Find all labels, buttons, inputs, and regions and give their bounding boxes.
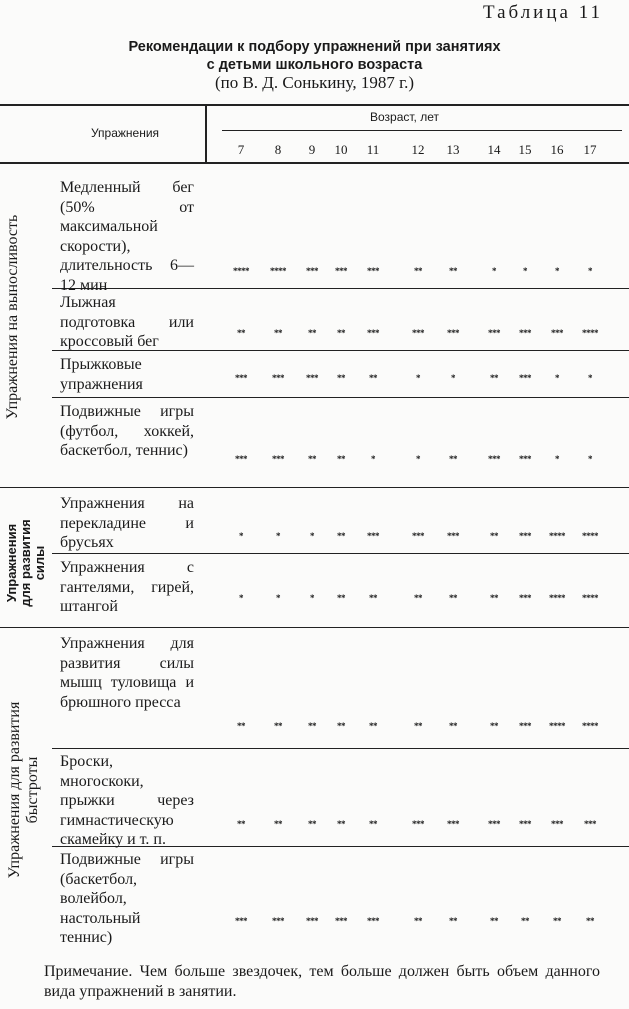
star-rating-cell: ****	[549, 721, 565, 731]
star-rating-cell: ****	[233, 266, 249, 276]
star-rating-cell: ***	[335, 916, 347, 926]
star-rating-cell: **	[337, 328, 345, 338]
star-rating-cell: **	[274, 819, 282, 829]
header-bottom-rule	[0, 162, 629, 164]
row-separator	[52, 553, 629, 554]
star-rating-cell: **	[237, 328, 245, 338]
star-rating-cell: ***	[272, 916, 284, 926]
star-rating-cell: **	[369, 593, 377, 603]
exercise-name: Подвижные игры (баскетбол, волейбол, настольный теннис)	[60, 851, 194, 946]
exercise-name: Подвижные игры (футбол, хоккей, баскетбол, теннис)	[60, 403, 194, 459]
age-column-header: Возраст, лет	[370, 110, 439, 124]
age-label: 16	[550, 142, 564, 157]
star-rating-cell: **	[337, 373, 345, 383]
age-label: 17	[583, 142, 597, 157]
star-rating-cell: **	[369, 819, 377, 829]
star-rating-cell: **	[308, 454, 316, 464]
star-rating-cell: ***	[519, 593, 531, 603]
star-rating-cell: **	[337, 531, 345, 541]
group-label-speed	[6, 635, 42, 945]
star-rating-cell: **	[414, 266, 422, 276]
exercise-name: Медленный бег (50% от максимальной скорости), длительность 6—12 мин	[60, 179, 194, 294]
star-rating-cell: ***	[519, 328, 531, 338]
star-rating-cell: ****	[549, 531, 565, 541]
star-rating-cell: ****	[549, 593, 565, 603]
age-label: 14	[487, 142, 501, 157]
age-label: 12	[411, 142, 425, 157]
star-rating-cell: ***	[306, 373, 318, 383]
star-rating-cell: *	[239, 593, 243, 603]
age-label: 9	[308, 142, 316, 157]
star-rating-cell: **	[490, 721, 498, 731]
star-rating-cell: **	[308, 819, 316, 829]
star-rating-cell: **	[414, 721, 422, 731]
star-rating-cell: ***	[235, 373, 247, 383]
star-rating-cell: **	[490, 531, 498, 541]
group-label-line: Упражнения	[4, 523, 19, 603]
star-rating-cell: **	[308, 721, 316, 731]
star-rating-cell: ***	[519, 721, 531, 731]
star-rating-cell: ***	[235, 454, 247, 464]
star-rating-cell: *	[492, 266, 496, 276]
exercise-name: Прыжковые упражнения	[60, 356, 143, 393]
star-rating-cell: *	[555, 266, 559, 276]
age-label: 15	[518, 142, 532, 157]
star-rating-cell: ****	[582, 531, 598, 541]
group-separator	[0, 627, 629, 628]
star-rating-cell: ***	[519, 454, 531, 464]
star-rating-cell: *	[239, 531, 243, 541]
group-separator	[0, 487, 629, 488]
star-rating-cell: ***	[447, 819, 459, 829]
age-label: 13	[446, 142, 460, 157]
star-rating-cell: **	[553, 916, 561, 926]
star-rating-cell: **	[274, 721, 282, 731]
star-rating-cell: ***	[272, 373, 284, 383]
exercise-name: Лыжная подготовка или кроссовый бег	[60, 294, 194, 350]
star-rating-cell: *	[416, 454, 420, 464]
exercise-name: Упражнения для развития силы мышц туловища и брюшного пресса	[60, 635, 194, 711]
exercise-name: Упражнения с гантелями, гирей, штангой	[60, 559, 194, 615]
star-rating-cell: **	[369, 721, 377, 731]
exercises-column-header: Упражнения	[90, 126, 160, 140]
star-rating-cell: **	[521, 916, 529, 926]
star-rating-cell: **	[237, 721, 245, 731]
star-rating-cell: ***	[447, 328, 459, 338]
group-label-endurance: Упражнения на выносливость	[4, 214, 21, 420]
star-rating-cell: **	[414, 916, 422, 926]
star-rating-cell: ****	[582, 721, 598, 731]
star-rating-cell: *	[416, 373, 420, 383]
age-label: 11	[366, 142, 380, 157]
star-rating-cell: **	[369, 373, 377, 383]
star-rating-cell: ***	[272, 454, 284, 464]
star-rating-cell: ***	[235, 916, 247, 926]
star-rating-cell: ***	[447, 531, 459, 541]
star-rating-cell: ***	[367, 916, 379, 926]
table-number: Таблица 11	[482, 2, 603, 23]
star-rating-cell: ***	[306, 266, 318, 276]
star-rating-cell: ***	[519, 373, 531, 383]
group-label-strength	[5, 508, 47, 618]
star-rating-cell: **	[449, 916, 457, 926]
star-rating-cell: ***	[335, 266, 347, 276]
star-rating-cell: ***	[367, 531, 379, 541]
star-rating-cell: **	[490, 373, 498, 383]
star-rating-cell: **	[337, 454, 345, 464]
header-divider	[205, 104, 207, 162]
star-rating-cell: **	[490, 916, 498, 926]
table-title-line-2: с детьми школьного возраста	[206, 57, 423, 73]
star-rating-cell: **	[586, 916, 594, 926]
star-rating-cell: **	[337, 721, 345, 731]
star-rating-cell: ***	[306, 916, 318, 926]
star-rating-cell: ***	[412, 819, 424, 829]
star-rating-cell: ***	[519, 531, 531, 541]
star-rating-cell: **	[449, 721, 457, 731]
star-rating-cell: ***	[412, 531, 424, 541]
age-header-rule	[222, 130, 622, 131]
age-label: 10	[334, 142, 348, 157]
star-rating-cell: ***	[488, 454, 500, 464]
star-rating-cell: *	[310, 531, 314, 541]
star-rating-cell: ****	[582, 328, 598, 338]
group-label-line: силы	[32, 545, 47, 581]
group-label-line: Упражнения для развития	[6, 701, 23, 879]
star-rating-cell: *	[588, 373, 592, 383]
group-label-line: для развития	[18, 519, 33, 607]
star-rating-cell: **	[449, 266, 457, 276]
star-rating-cell: ***	[488, 819, 500, 829]
star-rating-cell: *	[276, 531, 280, 541]
row-separator	[52, 397, 629, 398]
row-separator	[52, 748, 629, 749]
star-rating-cell: ****	[582, 593, 598, 603]
star-rating-cell: *	[523, 266, 527, 276]
star-rating-cell: ***	[584, 819, 596, 829]
star-rating-cell: **	[490, 593, 498, 603]
star-rating-cell: **	[308, 328, 316, 338]
star-rating-cell: ***	[551, 328, 563, 338]
star-rating-cell: *	[310, 593, 314, 603]
star-rating-cell: **	[274, 328, 282, 338]
star-rating-cell: *	[276, 593, 280, 603]
star-rating-cell: *	[588, 266, 592, 276]
star-rating-cell: ***	[367, 266, 379, 276]
star-rating-cell: **	[237, 819, 245, 829]
table-title-line-3: (по В. Д. Сонькину, 1987 г.)	[214, 73, 415, 92]
star-rating-cell: ***	[519, 819, 531, 829]
star-rating-cell: **	[337, 819, 345, 829]
age-label: 7	[237, 142, 245, 157]
age-label: 8	[274, 142, 282, 157]
star-rating-cell: **	[337, 593, 345, 603]
star-rating-cell: *	[588, 454, 592, 464]
star-rating-cell: **	[449, 454, 457, 464]
table-note: Примечание. Чем больше звездочек, тем больше должен быть объем данного вида упражнений в занятии.	[44, 963, 600, 1000]
star-rating-cell: ***	[412, 328, 424, 338]
star-rating-cell: **	[414, 593, 422, 603]
table-top-rule	[0, 104, 629, 106]
star-rating-cell: *	[555, 454, 559, 464]
table-title-line-1: Рекомендации к подбору упражнений при занятиях	[128, 39, 501, 55]
star-rating-cell: ***	[551, 819, 563, 829]
exercise-name: Броски, многоскоки, прыжки через гимнастическую скамейку и т. п.	[60, 753, 194, 848]
star-rating-cell: ****	[270, 266, 286, 276]
star-rating-cell: *	[451, 373, 455, 383]
exercise-name: Упражнения на перекладине и брусьях	[60, 495, 194, 551]
star-rating-cell: ***	[488, 328, 500, 338]
group-label-line: быстроты	[24, 756, 41, 824]
star-rating-cell: **	[449, 593, 457, 603]
star-rating-cell: *	[371, 454, 375, 464]
star-rating-cell: ***	[367, 328, 379, 338]
star-rating-cell: *	[555, 373, 559, 383]
